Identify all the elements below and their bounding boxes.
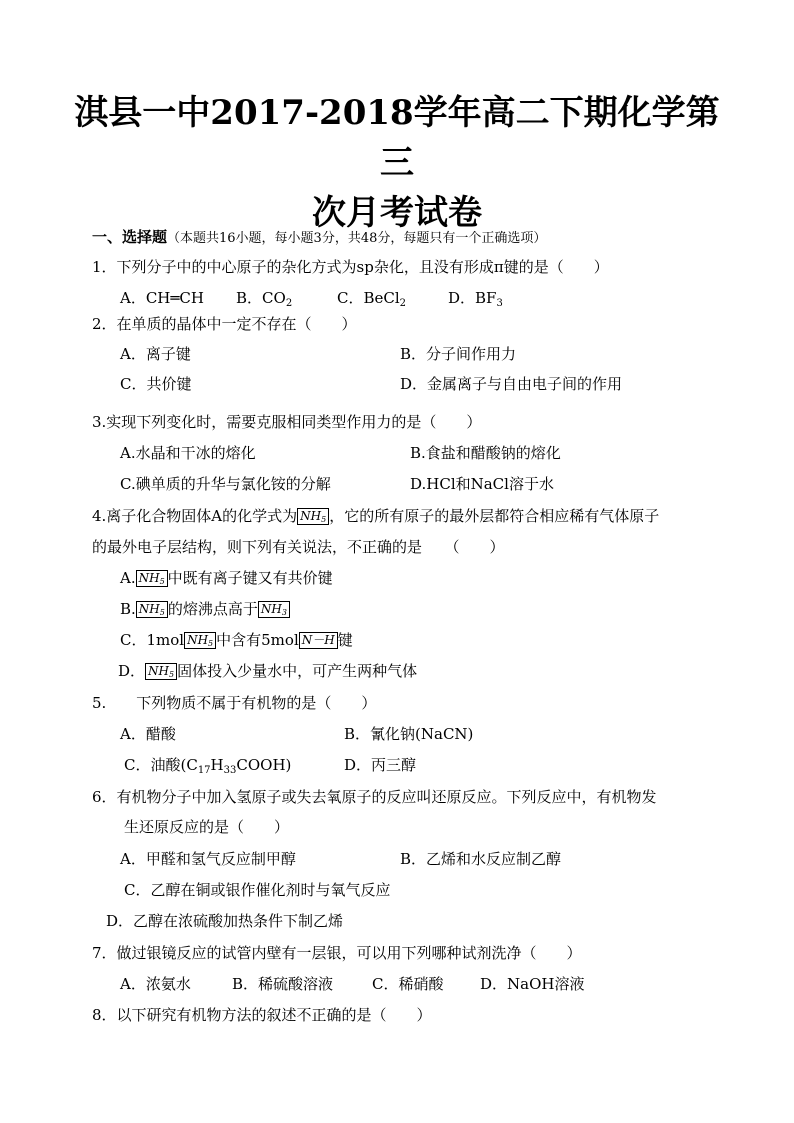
formula-box: $NH_3$: [258, 601, 290, 618]
question-7-option-c[interactable]: C．稀硝酸: [372, 975, 444, 993]
question-6-stem-line-2: 生还原反应的是（ ）: [124, 818, 290, 836]
question-1-option-c[interactable]: C．BeCl$_2$: [337, 289, 407, 309]
question-7-option-a[interactable]: A．浓氨水: [120, 975, 191, 993]
question-1-stem: 1．下列分子中的中心原子的杂化方式为sp杂化，且没有形成π键的是（ ）: [92, 258, 609, 276]
question-3-option-c[interactable]: C.碘单质的升华与氯化铵的分解: [120, 475, 331, 493]
question-4-option-b[interactable]: B. $NH_5$ 的熔沸点高于 $NH_3$: [120, 598, 290, 620]
question-2-option-a[interactable]: A．离子键: [120, 345, 191, 363]
question-4-stem-line-2: 的最外电子层结构，则下列有关说法，不正确的是 （ ）: [92, 538, 505, 556]
question-6-option-a[interactable]: A．甲醛和氢气反应制甲醇: [120, 850, 296, 868]
page-title: [60, 88, 734, 238]
question-1-option-d[interactable]: D．$BF_3$: [448, 289, 503, 309]
question-5-option-d[interactable]: D．丙三醇: [344, 756, 417, 774]
section-heading: [92, 226, 546, 250]
question-7-stem: 7．做过银镜反应的试管内壁有一层银，可以用下列哪种试剂洗净（ ）: [92, 944, 582, 962]
formula-box: $NH_5$: [145, 663, 177, 680]
question-6-stem: 6．有机物分子中加入氢原子或失去氧原子的反应叫还原反应。下列反应中，有机物发: [92, 788, 657, 806]
section-note: （本题共16小题，每小题3分，共48分，每题只有一个正确选项）: [167, 231, 547, 246]
question-2-option-b[interactable]: B．分子间作用力: [400, 345, 517, 363]
question-2-stem: 2．在单质的晶体中一定不存在（ ）: [92, 315, 357, 333]
formula-box: $NH_5$: [184, 632, 216, 649]
formula-box: $NH_5$: [136, 570, 168, 587]
section-title: 一、选择题: [92, 228, 168, 246]
formula-box: N－H: [299, 632, 338, 649]
question-4-option-c[interactable]: C．1mol $NH_5$ 中含有5mol N－H 键: [120, 631, 353, 649]
question-8-stem: 8．以下研究有机物方法的叙述不正确的是（ ）: [92, 1006, 432, 1024]
question-3-option-a[interactable]: A.水晶和干冰的熔化: [120, 444, 256, 462]
formula-box: $NH_5$: [136, 601, 168, 618]
question-4-stem: 4.离子化合物固体A的化学式为 $NH_5$ ，它的所有原子的最外层都符合相应稀有气体原子: [92, 507, 660, 525]
title-line-1: 淇县一中2017-2018学年高二下期化学第三: [74, 93, 720, 183]
question-5-option-b[interactable]: B．氰化钠(NaCN): [344, 725, 474, 743]
question-6-option-b[interactable]: B．乙烯和水反应制乙醇: [400, 850, 562, 868]
question-1-option-b[interactable]: B．$CO_2$: [236, 289, 293, 309]
question-6-option-d[interactable]: D．乙醇在浓硫酸加热条件下制乙烯: [106, 912, 344, 930]
question-2-option-d[interactable]: D．金属离子与自由电子间的作用: [400, 375, 623, 393]
question-3-stem: 3.实现下列变化时，需要克服相同类型作用力的是（ ）: [92, 413, 482, 431]
question-4-option-a[interactable]: A. $NH_5$ 中既有离子键又有共价键: [120, 569, 333, 587]
question-6-option-c[interactable]: C．乙醇在铜或银作催化剂时与氧气反应: [124, 881, 391, 899]
formula-box: $NH_5$: [297, 508, 329, 525]
question-4-option-d[interactable]: D． $NH_5$ 固体投入少量水中，可产生两种气体: [118, 662, 418, 680]
question-5-option-a[interactable]: A．醋酸: [120, 725, 176, 743]
question-1-option-a[interactable]: A．CH═CH: [120, 289, 204, 307]
question-3-option-d[interactable]: D.HCl和NaCl溶于水: [410, 475, 554, 493]
question-7-option-d[interactable]: D．NaOH溶液: [480, 975, 585, 993]
question-7-option-b[interactable]: B．稀硫酸溶液: [232, 975, 334, 993]
title-line-2: 次月考试卷: [312, 193, 482, 233]
question-5-option-c[interactable]: C．油酸$(C_{17}H_{33}COOH)$: [124, 756, 292, 776]
question-5-stem: 5. 下列物质不属于有机物的是（ ）: [92, 694, 377, 712]
question-2-option-c[interactable]: C．共价键: [120, 375, 192, 393]
question-3-option-b[interactable]: B.食盐和醋酸钠的熔化: [410, 444, 561, 462]
